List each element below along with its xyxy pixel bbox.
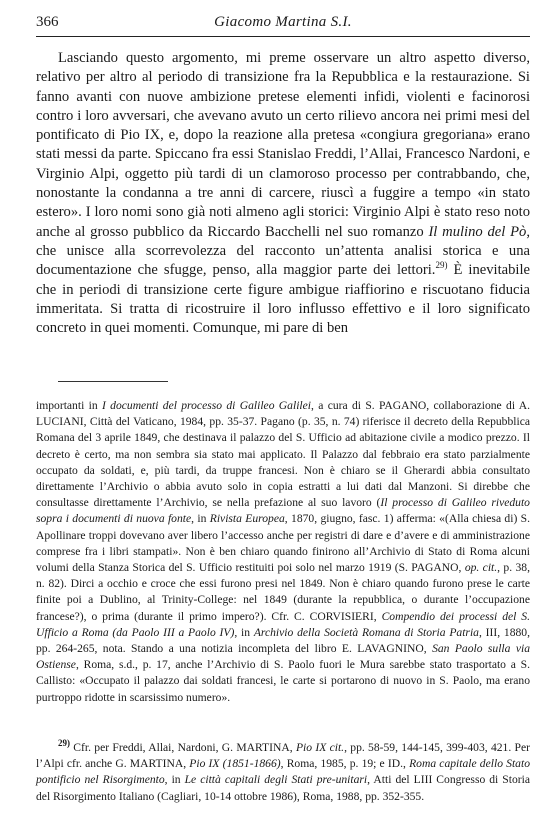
- footnote-title: op. cit.: [464, 561, 498, 575]
- main-text-part: È inevitabile che in periodi di transizione certe figure ambigue riaffiorino e riscuotano fiducia immeritata. Si tratta di ricostruire il loro influsso effettivo e il loro significato concreto in quei momenti. Comunque, mi pare di ben: [36, 262, 530, 337]
- page-header: [36, 12, 530, 37]
- footnote-title: I documenti del processo di Galileo Galilei: [101, 399, 312, 412]
- footnote-title: Pio IX (1851-1866): [189, 757, 281, 771]
- footnote-title: Pio IX cit.: [295, 741, 345, 754]
- footnote-text: , III, 1880, pp. 264-265, nota. Stando a una notizia incompleta del libro E. LAVAGNINO,: [36, 625, 531, 656]
- footnote-text: , a cura di S. PAGANO, collaborazione di A. LUCIANI, Città del Vaticano, 1984, pp. 35-37. Pagano (p. 35, n. 74) riferisce il decreto della Repubblica Romana del 3 aprile 1849, che destinava il palazzo del S. Ufficio ad abitazione civile a modico prezzo. Il decreto è certo, ma non sembra sia stato mai applicato. Il Palazzo dal febbraio era stato parzialmente occupato da soldati, e, più tardi, da truppe francesi. Non è chiaro se il Gherardi abbia consultato direttamente l’Archivio o abbia avuto solo in copia estratti a lui dati dal Manzoni. Si direbbe che consultasse direttamente l’Archivio, se nella prefazione al suo lavoro (: [36, 399, 530, 510]
- footnote-title: Roma capitale dello Stato pontificio nel Risorgimento: [36, 757, 530, 787]
- footnote-reference: 29): [435, 260, 448, 271]
- footnote-title: Archivio della Società Romana di Storia Patria: [253, 625, 479, 639]
- footnote-separator: [58, 381, 168, 382]
- footnote-text: , 1870, giugno, fasc. 1) afferma: «(Alla chiesa di) S. Apollinare troppi dovevano aver libero l’accesso anche per registri di dare e d’avere e di amministrazione comprese fra i libri stampati». Non è ben chiaro quando finirono all’Archivio di Stato di Roma alcuni volumi della Stanza Storica del S. Ufficio restituiti poi solo nel marzo 1919 (S. PAGANO,: [36, 512, 530, 575]
- novel-title: Il mulino del Pò: [428, 223, 527, 240]
- footnote-continued: [36, 398, 530, 706]
- main-text-part: Lasciando questo argomento, mi preme osservare un altro aspetto diverso, relativo per altro al periodo di transizione fra la Repubblica e la restaurazione. Si fanno avanti con nuove ambizione pretese elementi infidi, violenti e facinorosi contro i loro avversari, che avevano avuto un certo rilievo ancora nei primi mesi del pontificato di Pio IX, e, dopo la reazione alla pretesa «congiura gregoriana» erano stati messi da parte. Spiccano fra essi Stanislao Freddi, l’Allai, Francesco Nardoni, e Virginio Alpi, oggetto più tardi di un clamoroso processo per contrabbando, che, nonostante la condanna a tre anni di carcere, riuscì a fuggire a tempo «in stato estero». I loro nomi sono già noti almeno agli storici: Virginio Alpi è stato reso noto anche al grosso pubblico da Riccardo Bacchelli nel suo romanzo: [36, 50, 530, 240]
- footnote-text: , in: [191, 512, 210, 526]
- footnote-text: , in: [164, 773, 185, 787]
- footnote-text: , Atti del LIII Congresso di Storia del Risorgimento Italiano (Cagliari, 10-14 ottobre 1986), Roma, 1988, pp. 352-355.: [36, 773, 530, 803]
- running-head: Giacomo Martina S.I.: [214, 14, 352, 30]
- footnote-text: , Roma, 1985, p. 19; e ID.,: [280, 757, 410, 771]
- footnote-text: , p. 38, n. 82). Dirci a occhio e croce che essi furono presi nel 1849. Non è chiaro quando furono prese le carte finite poi a Dublino, al Trinity-College: nel 1849 (durante la repubblica, o durante l’occupazione francese?), o prima (durante il primo impero?). Cfr. C. CORVISIERI,: [36, 561, 530, 623]
- footnote-title: San Paolo sulla via Ostiense: [36, 642, 530, 672]
- footnote-text: , in: [234, 625, 254, 639]
- footnote-mark: 29): [58, 738, 70, 749]
- footnote-text: importanti in: [36, 399, 102, 412]
- footnote-text: , pp. 58-59, 144-145, 399-403, 421. Per l’Alpi cfr. anche G. MARTINA,: [36, 741, 531, 771]
- main-text-part: , che unisce alla scorrevolezza del racconto un’attenta analisi storica e una documentazione che sfugge, penso, alla maggior parte dei lettori.: [36, 223, 530, 279]
- footnote-title: Le città capitali degli Stati pre-unitari: [184, 773, 368, 787]
- footnote-text: Cfr. per Freddi, Allai, Nardoni, G. MARTINA,: [70, 741, 296, 754]
- footnote-text: , Roma, s.d., p. 17, anche l’Archivio di S. Paolo fuori le Mura sarebbe stato trasportato a S. Callisto: «Occupato il palazzo dai soldati francesi, le carte si portarono di nuovo in S. Paolo, ma erano purtroppo ridotte in scarsissimo numero».: [36, 658, 530, 704]
- footnote-title: Compendio dei processi del S. Ufficio a Roma (da Paolo III a Paolo IV): [36, 609, 531, 639]
- page-number: 366: [36, 14, 59, 30]
- footnote-title: Rivista Europea: [209, 512, 285, 526]
- footnote-title: Il processo di Galileo riveduto sopra i documenti di nuova fonte: [36, 496, 530, 526]
- footnote-29: [36, 740, 530, 805]
- main-paragraph: [36, 49, 530, 338]
